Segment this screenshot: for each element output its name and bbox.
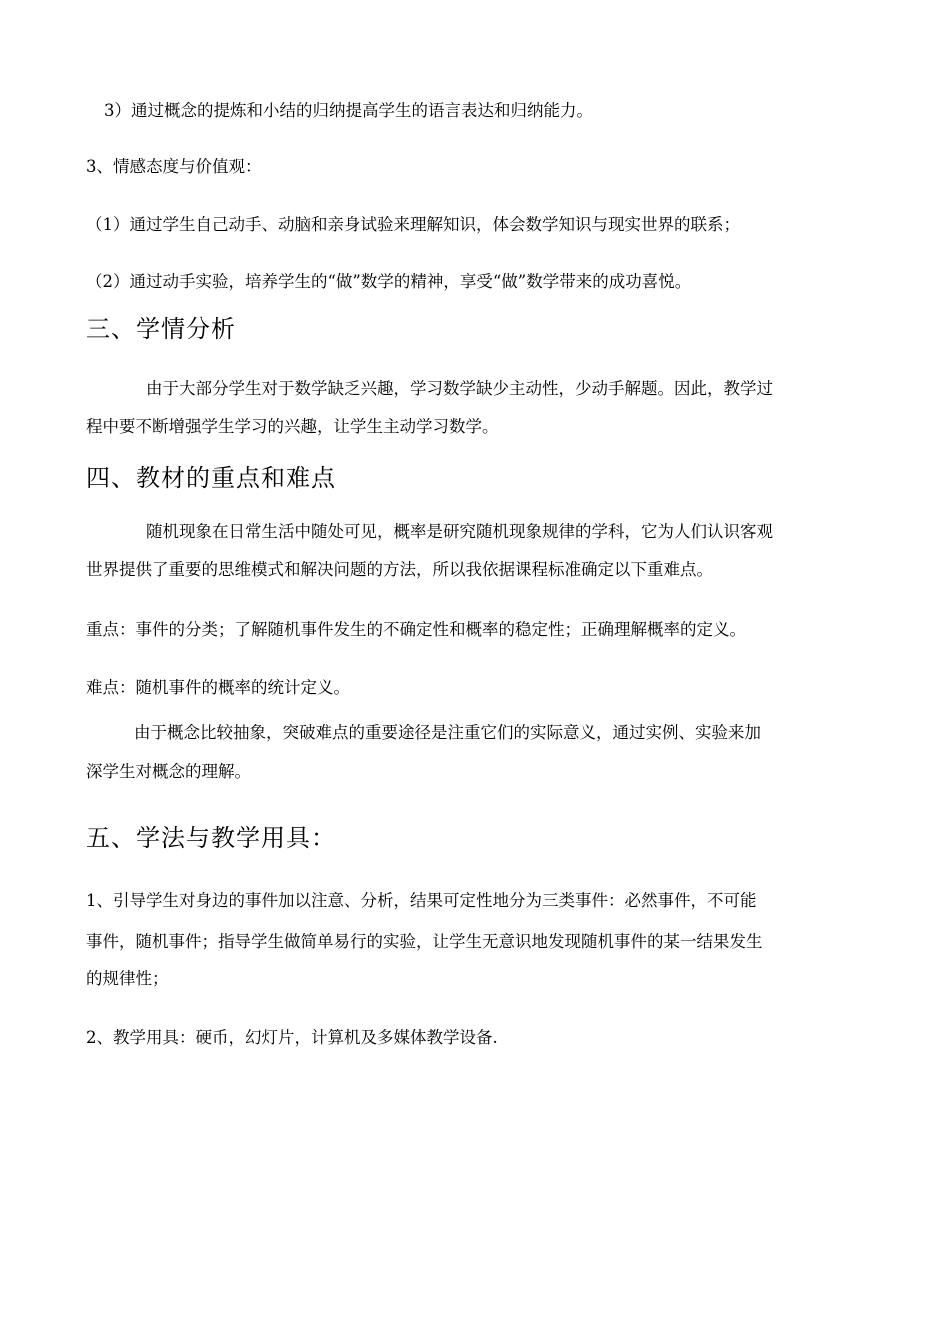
breakthrough-line-2: 深学生对概念的理解。 (86, 762, 251, 781)
heading-key-difficult-points: 四、教材的重点和难点 (86, 464, 336, 492)
focus-intro-line-2: 世界提供了重要的思维模式和解决问题的方法，所以我依据课程标准确定以下重难点。 (86, 560, 713, 579)
breakthrough-line-1: 由于概念比较抽象，突破难点的重要途径是注重它们的实际意义，通过实例、实验来加 (134, 723, 761, 742)
method-1-line-3: 的规律性； (86, 969, 169, 988)
focus-intro-line-1: 随机现象在日常生活中随处可见，概率是研究随机现象规律的学科，它为人们认识客观 (146, 522, 773, 541)
difficult-points-text: 难点：随机事件的概率的统计定义。 (86, 678, 350, 697)
heading-learning-analysis: 三、学情分析 (86, 315, 236, 343)
emotion-item-1: （1）通过学生自己动手、动脑和亲身试验来理解知识，体会数学知识与现实世界的联系； (86, 215, 740, 234)
analysis-line-1: 由于大部分学生对于数学缺乏兴趣，学习数学缺少主动性，少动手解题。因此，教学过 (146, 379, 773, 398)
emotion-item-2: （2）通过动手实验，培养学生的“做”数学的精神，享受“做”数学带来的成功喜悦。 (86, 272, 692, 291)
method-1-line-1: 1、引导学生对身边的事件加以注意、分析，结果可定性地分为三类事件：必然事件，不可能 (86, 891, 757, 910)
section-3-title: 3、情感态度与价值观： (86, 157, 262, 176)
method-1-line-2: 事件，随机事件；指导学生做简单易行的实验，让学生无意识地发现随机事件的某一结果发生 (86, 932, 763, 951)
analysis-line-2: 程中要不断增强学生学习的兴趣，让学生主动学习数学。 (86, 417, 499, 436)
objective-3-text: 3）通过概念的提炼和小结的归纳提高学生的语言表达和归纳能力。 (104, 101, 593, 120)
key-points-text: 重点：事件的分类；了解随机事件发生的不确定性和概率的稳定性；正确理解概率的定义。 (86, 620, 746, 639)
method-2-text: 2、教学用具：硬币，幻灯片，计算机及多媒体教学设备. (86, 1028, 498, 1047)
heading-learning-methods-tools: 五、学法与教学用具： (86, 824, 336, 852)
